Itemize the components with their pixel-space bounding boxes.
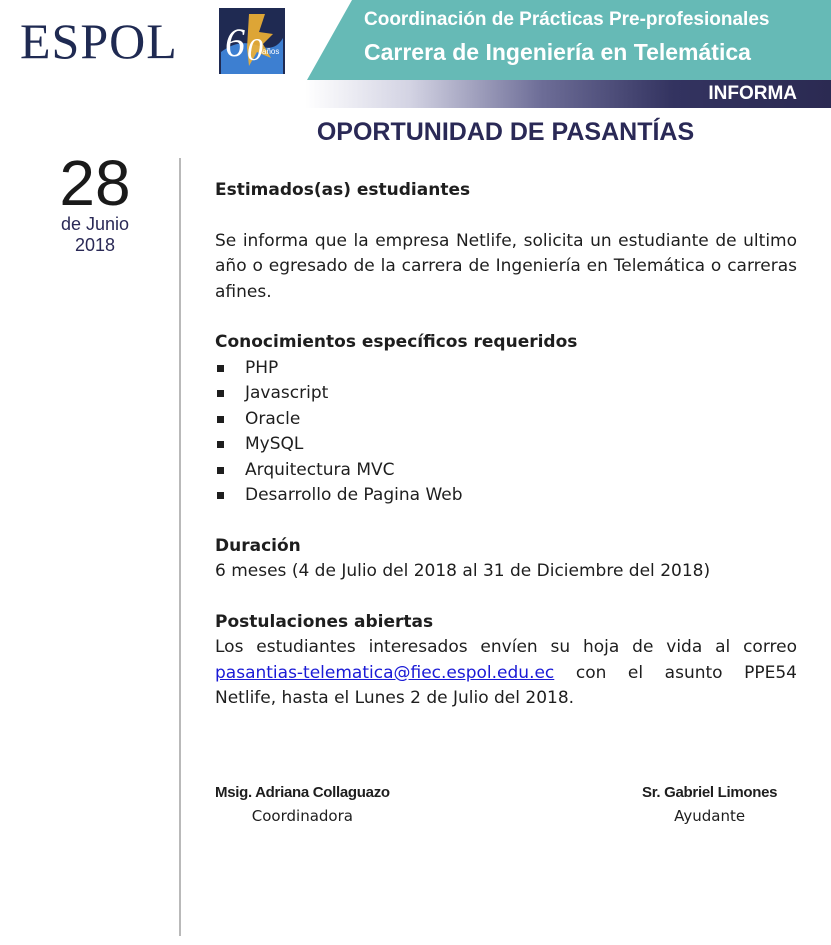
- date-year: 2018: [74, 235, 116, 255]
- list-item: Desarrollo de Pagina Web: [215, 483, 797, 509]
- signature-name: Msig. Adriana Collaguazo: [215, 784, 390, 801]
- 60-anos-badge-icon: [219, 8, 285, 74]
- skills-list: [215, 356, 797, 509]
- signature-role: Coordinadora: [251, 807, 353, 825]
- informa-label: INFORMA: [708, 83, 797, 104]
- list-item: Arquitectura MVC: [215, 458, 797, 484]
- apply-text-before: Los estudiantes interesados envíen su hoja de vida al correo: [215, 637, 797, 657]
- svg-text:años: años: [262, 47, 280, 56]
- list-item: Javascript: [215, 381, 797, 407]
- vertical-divider: [179, 158, 181, 936]
- header-coordination-title: Coordinación de Prácticas Pre-profesionales: [364, 9, 770, 30]
- signature-role: Ayudante: [674, 807, 746, 825]
- email-link[interactable]: pasantias-telematica@fiec.espol.edu.ec: [215, 662, 555, 683]
- date-month: de Junio: [60, 214, 130, 234]
- apply-heading: Postulaciones abiertas: [215, 611, 434, 632]
- list-item: PHP: [215, 356, 797, 382]
- list-item: Oracle: [215, 407, 797, 433]
- espol-logo: ESPOL: [20, 13, 178, 69]
- signature-name: Sr. Gabriel Limones: [642, 784, 778, 801]
- svg-text:0: 0: [247, 31, 263, 67]
- apply-text-after: con el asunto PPE54 Netlife, hasta el Lunes 2 de Julio del 2018.: [215, 662, 797, 708]
- announcement-body: [215, 178, 797, 712]
- duration-heading: Duración: [215, 535, 301, 556]
- greeting: Estimados(as) estudiantes: [215, 180, 471, 200]
- intro-paragraph: Se informa que la empresa Netlife, solicita un estudiante de ultimo año o egresado de la carrera de Ingeniería en Telemática o carreras afines.: [215, 230, 797, 302]
- signature-coordinator: [215, 784, 390, 825]
- list-item: MySQL: [215, 432, 797, 458]
- apply-paragraph: [215, 635, 797, 712]
- signature-assistant: [642, 784, 777, 825]
- date-day: 28: [59, 147, 131, 219]
- header-career-title: Carrera de Ingeniería en Telemática: [364, 39, 751, 65]
- duration-text: 6 meses (4 de Julio del 2018 al 31 de Diciembre del 2018): [215, 561, 711, 581]
- svg-text:6: 6: [225, 20, 245, 65]
- page-title: OPORTUNIDAD DE PASANTÍAS: [316, 118, 695, 146]
- skills-heading: Conocimientos específicos requeridos: [215, 332, 578, 352]
